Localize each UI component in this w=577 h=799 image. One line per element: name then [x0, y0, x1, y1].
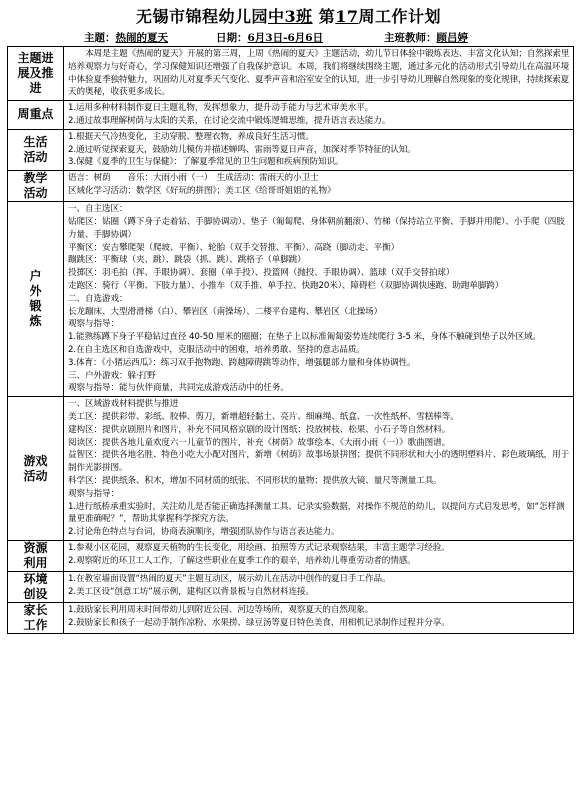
row-label	[8, 602, 64, 633]
row-parent-work	[8, 602, 574, 633]
content-line: 2.通过听觉探索夏天，鼓励幼儿模仿并描述蝉鸣、雷雨等夏日声音，加深对季节特征的认知。	[68, 144, 416, 155]
row-label-part: 锻	[29, 299, 42, 314]
row-label	[8, 171, 64, 202]
content-line: 一、自主选区：	[68, 204, 128, 215]
content-line: 1.进行纸桥承重实验时，关注幼儿是否能正确选择测量工具、记录实验数据，对操作不规范的幼儿，以提问方式启发思考，如“怎样测量更准确呢？”，帮助其掌握科学探究方法。	[68, 501, 565, 525]
content-line: 1.根据天气冷热变化，主动穿脱、整理衣物，养成良好生活习惯。	[68, 131, 314, 142]
row-content	[64, 202, 574, 397]
content-line: 本周是主题《热闹的夏天》开展的第三周，上周《热闹的夏天》主题活动，幼儿节日体验中锻炼表达、丰富文化认知；自然探索里培养观察力与好奇心，学习保健知识还增强了自我保护意识。本周，我们将继续围绕主题，通过多元化的活动形式引导幼儿在高温环境中体验夏季独特魅力，巩固幼儿对夏季天气变化、夏季声音和浴室安全的认知，进一步引导幼儿理解自然现象的变化规律，持续探索夏天的奥秘，收获更多成长。	[68, 49, 570, 98]
row-label	[8, 47, 64, 101]
content-line: 1.鼓励家长利用周末时间带幼儿到附近公园、河边等场所，观察夏天的自然现象。	[68, 604, 374, 615]
content-line: 2.美工区设“创意工坊”展示例，建构区以背景板与自然材料连接。	[68, 586, 315, 597]
row-label-part: 游戏	[23, 453, 48, 468]
content-line: 投掷区：羽毛拍（挥、手眼协调）、套圈（单手投）、投篮网（抛投、手眼协调）、篮球（双手交替拍球）	[68, 268, 455, 279]
content-line: 一、区域游戏材料提供与推进	[68, 399, 179, 410]
content-line: 2.讨论角色特点与台词，协商表演顺序，增强团队协作与语言表达能力。	[68, 527, 340, 538]
content-line: 1.能熟练蹲下身子平稳钻过直径 40-50 厘米的圈圈；在垫子上以标准匍匐姿势连续爬行 3-5 米，身体不触碰到垫子以外区域。	[68, 332, 541, 343]
content-line: 观察与指导：	[68, 488, 119, 499]
row-theme-progress	[8, 47, 574, 101]
row-outdoor-exercise	[8, 202, 574, 397]
row-weekly-focus	[8, 101, 574, 130]
row-label	[8, 397, 64, 541]
school-name: 无锡市锦程幼儿园	[135, 7, 268, 26]
row-label-part: 活动	[23, 149, 48, 164]
row-label-part: 工作	[23, 617, 48, 632]
row-content	[64, 129, 574, 170]
content-line: 1.运用多种材料制作夏日主题礼物，发挥想象力，提升动手能力与艺术审美水平。	[68, 103, 374, 114]
row-label	[8, 101, 64, 130]
content-line: 平衡区：安吉攀爬架（爬坡、平衡）、轮胎（双手交替推、平衡）、高跷（脚动走、平衡）	[68, 242, 400, 253]
row-label	[8, 129, 64, 170]
row-label-part: 主题进	[17, 51, 54, 66]
row-label	[8, 540, 64, 571]
content-line: 3.体育：《小猪运西瓜》：练习双手抱物跑、跨越障碍跳等动作，增强腿部力量和身体协调性。	[68, 357, 416, 368]
row-label-part: 活动	[23, 186, 48, 201]
week-suffix: 周工作计划	[358, 7, 442, 26]
content-line: 2.鼓励家长和孩子一起动手制作凉粉、水果捞、绿豆汤等夏日特色美食，用相机记录制作过程并分享。	[68, 617, 450, 628]
row-label-part: 家长	[23, 602, 48, 617]
week-number: 17	[335, 7, 359, 26]
row-label-part: 炼	[29, 314, 42, 329]
content-line: 语言：树荫 音乐：大雨小雨（一） 生成活动：雷雨天的小卫士	[68, 173, 319, 184]
content-line: 二、自选游戏：	[68, 293, 128, 304]
content-line: 阅读区：提供各地儿童欢度六一儿童节的图片，补充《树荫》故事绘本、《大雨小雨（一）》歌曲图谱。	[68, 437, 451, 448]
theme-field: 主题：热闹的夏天	[84, 32, 168, 44]
row-label	[8, 202, 64, 397]
row-label-part: 展及推	[17, 66, 54, 81]
row-content	[64, 540, 574, 571]
row-play-activities	[8, 397, 574, 541]
row-label-part: 创设	[23, 586, 48, 601]
content-line: 区域化学习活动：数学区《好玩的拼图》；美工区《给哥哥姐姐的礼物》	[68, 185, 336, 196]
row-content	[64, 571, 574, 602]
content-line: 观察与指导：能与伙伴商量，共同完成游戏活动中的任务。	[68, 383, 289, 394]
plan-table	[7, 46, 574, 634]
class-name: 中3班	[268, 7, 313, 26]
row-label-part: 教学	[23, 171, 48, 186]
content-line: 2.通过故事理解树荫与太阳的关系，在讨论交流中锻炼逻辑思维，提升语言表达能力。	[68, 115, 391, 126]
row-environment	[8, 571, 574, 602]
content-line: 1.参观小区花园，观察夏天植物的生长变化，用绘画、拍照等方式记录观察结果，丰富主题学习经验。	[68, 542, 450, 553]
row-content	[64, 397, 574, 541]
content-line: 益智区：提供各地名胜、特色小吃大小配对图片，新增《树荫》故事场景拼图；提供不同形状和大小的透明塑料片、彩色玻璃纸，用于制作光影拼图。	[68, 450, 570, 474]
content-line: 1.在教室墙面设置“热闹的夏天”主题互动区，展示幼儿在活动中创作的夏日手工作品。	[68, 573, 391, 584]
row-content	[64, 101, 574, 130]
content-line: 建构区：提供京剧照片和图片，补充不同风格京剧的设计图纸；投放树枝、松果、小石子等自然材料。	[68, 424, 451, 435]
date-field: 日期：6月3日-6月6日	[216, 32, 324, 44]
teacher-field: 主班教师：顾吕婷	[384, 32, 468, 44]
week-prefix: 第	[318, 7, 336, 26]
content-line: 科学区：提供纸条、积木，增加不同材质的纸张、不同形状的量物；提供放大镜、量尺等测量工具。	[68, 475, 442, 486]
row-label-part: 活动	[23, 468, 48, 483]
row-label-part: 户	[29, 269, 42, 284]
content-line: 钻爬区：钻圈（蹲下身子走着钻、手脚协调动）、垫子（匍匐爬、身体朝前翻滚）、竹梯（保持站立平衡、手脚并用爬）、小手爬（四肢力量、手脚协调）	[68, 216, 565, 240]
row-label-part: 利用	[23, 555, 48, 570]
row-daily-life	[8, 129, 574, 170]
row-content	[64, 47, 574, 101]
row-label-part: 生活	[23, 134, 48, 149]
row-label-part: 周重点	[17, 107, 54, 122]
content-line: 观察与指导：	[68, 319, 119, 330]
row-label-part: 资源	[23, 540, 48, 555]
row-content	[64, 171, 574, 202]
plan-title	[0, 4, 577, 27]
content-line: 美工区：提供彩带、彩纸、胶棒、剪刀，新增超轻黏土、亮片、细麻绳、纸盒、一次性纸杯、雪糕棒等。	[68, 411, 459, 422]
content-line: 三、户外游戏：躲·打野	[68, 370, 156, 381]
content-line: 长龙蹦床、大型滑滑梯（白）、攀岩区（南操场）、二楼平台建构、攀岩区（北操场）	[68, 306, 383, 317]
row-teaching	[8, 171, 574, 202]
content-line: 3.保健《夏季的卫生与保健》：了解夏季常见的卫生问题和疾病预防知识。	[68, 157, 344, 168]
content-line: 走跑区：骑行（平衡、下肢力量）、小推车（双手推、单手拉、快跑20米）、障碍栏（双脚协调快速跑、助跑单脚跨）	[68, 280, 504, 291]
row-label	[8, 571, 64, 602]
row-content	[64, 602, 574, 633]
content-line: 蹦跳区：平衡球（夹、跳）、跳袋（抓、跳）、跳格子（单脚跳）	[68, 255, 306, 266]
content-line: 2.在自主选区和自选游戏中，克服活动中的困难，培养勇敢、坚持的意志品质。	[68, 344, 365, 355]
row-resources	[8, 540, 574, 571]
content-line: 2.观察附近的环卫工人工作，了解这些职业在夏季工作的艰辛，培养幼儿尊重劳动者的情感。	[68, 555, 416, 566]
row-label-part: 环境	[23, 571, 48, 586]
row-label-part: 外	[29, 284, 42, 299]
row-label-part: 进	[29, 81, 42, 96]
